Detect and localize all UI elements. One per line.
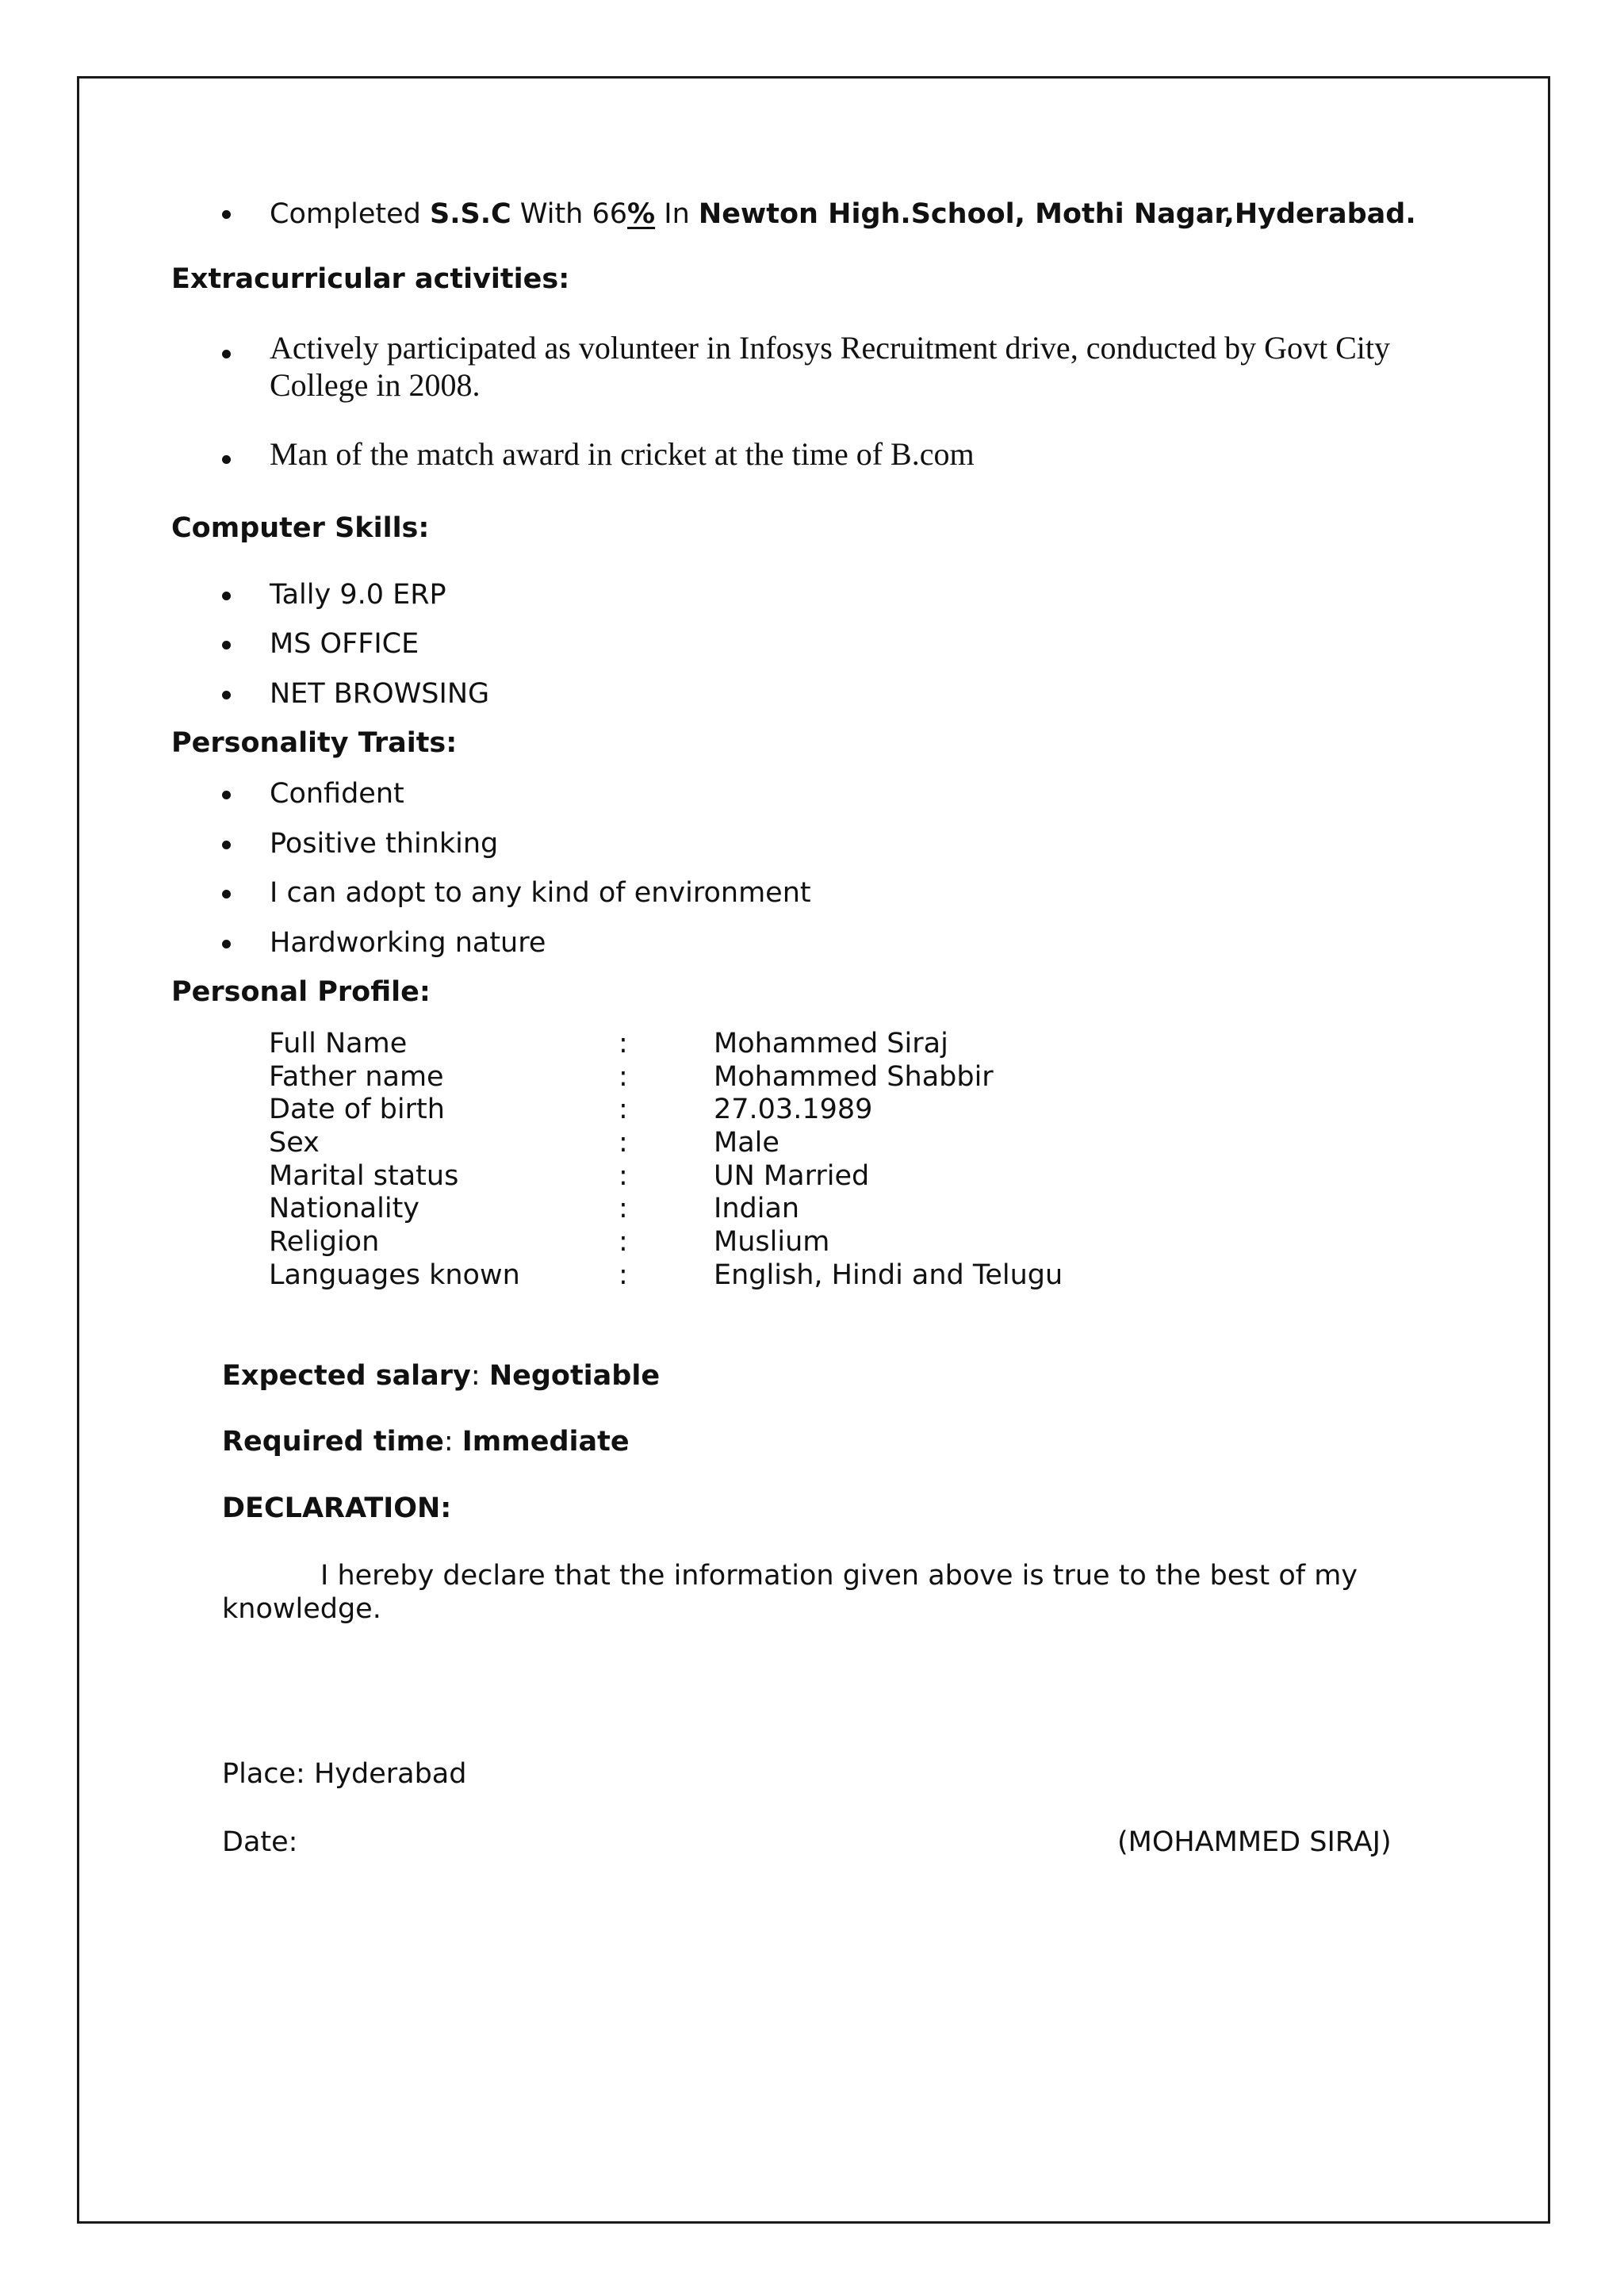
profile-colon: : [619,1028,628,1059]
bullet [222,791,231,799]
required-time [222,1425,630,1458]
extracurricular-heading: Extracurricular activities: [171,263,570,295]
bullet [222,592,231,600]
profile-label: Nationality [269,1193,420,1224]
profile-colon: : [619,1061,628,1093]
computer-skill-item: Tally 9.0 ERP [270,579,446,611]
declaration-heading: DECLARATION: [222,1492,452,1524]
ssc-school: Newton High.School, Mothi Nagar,Hyderabad. [698,198,1416,230]
ssc-prefix: Completed [270,198,421,230]
bullet [222,841,231,849]
personality-item: I can adopt to any kind of environment [270,877,811,909]
bullet [222,890,231,898]
declaration-line2: knowledge. [222,1593,381,1625]
profile-value: Mohammed Siraj [714,1028,948,1059]
personality-heading: Personality Traits: [171,727,458,759]
profile-label: Marital status [269,1160,459,1192]
computer-skill-item: MS OFFICE [270,628,419,660]
profile-value: 27.03.1989 [714,1094,873,1125]
declaration-line1: I hereby declare that the information given above is true to the best of my [320,1560,1358,1592]
profile-colon: : [619,1193,628,1224]
ssc-qualification: S.S.C [430,198,511,230]
profile-value: Indian [714,1193,800,1224]
profile-colon: : [619,1127,628,1159]
profile-colon: : [619,1160,628,1192]
expected-salary-label: Expected salary [222,1360,471,1392]
profile-label: Sex [269,1127,320,1159]
expected-salary-sep: : [470,1360,481,1392]
profile-value: Muslium [714,1226,830,1258]
required-time-label: Required time [222,1426,444,1458]
extracurricular-item-1-line2: College in 2008. [270,367,481,403]
profile-value: UN Married [714,1160,870,1192]
profile-label: Father name [269,1061,444,1093]
profile-heading: Personal Profile: [171,976,431,1008]
profile-label: Religion [269,1226,380,1258]
personality-item: Confident [270,778,404,810]
bullet [222,350,231,358]
profile-colon: : [619,1259,628,1291]
bullet [222,940,231,948]
personality-item: Positive thinking [270,828,499,860]
ssc-line [270,197,1416,231]
signature: (MOHAMMED SIRAJ) [1117,1826,1392,1858]
profile-value: Mohammed Shabbir [714,1061,994,1093]
profile-label: Languages known [269,1259,520,1291]
ssc-in: In [664,198,690,230]
place: Place: Hyderabad [222,1758,467,1790]
profile-value: Male [714,1127,779,1159]
required-time-value: Immediate [462,1426,630,1458]
profile-label: Date of birth [269,1094,445,1125]
computer-skills-heading: Computer Skills: [171,512,430,544]
required-time-sep: : [443,1426,454,1458]
ssc-mid: With 66 [519,198,628,230]
date-label: Date: [222,1826,298,1858]
computer-skill-item: NET BROWSING [270,678,490,710]
ssc-percent: % [627,198,656,230]
profile-colon: : [619,1094,628,1125]
profile-value: English, Hindi and Telugu [714,1259,1063,1291]
bullet [222,210,231,219]
expected-salary-value: Negotiable [488,1360,661,1392]
extracurricular-item-1-line1: Actively participated as volunteer in Infosys Recruitment drive, conducted by Govt City [270,330,1390,366]
profile-label: Full Name [269,1028,408,1059]
bullet [222,455,231,464]
bullet [222,641,231,649]
personality-item: Hardworking nature [270,927,546,959]
bullet [222,691,231,699]
extracurricular-item-2: Man of the match award in cricket at the time of B.com [270,436,975,472]
expected-salary [222,1359,660,1393]
profile-colon: : [619,1226,628,1258]
